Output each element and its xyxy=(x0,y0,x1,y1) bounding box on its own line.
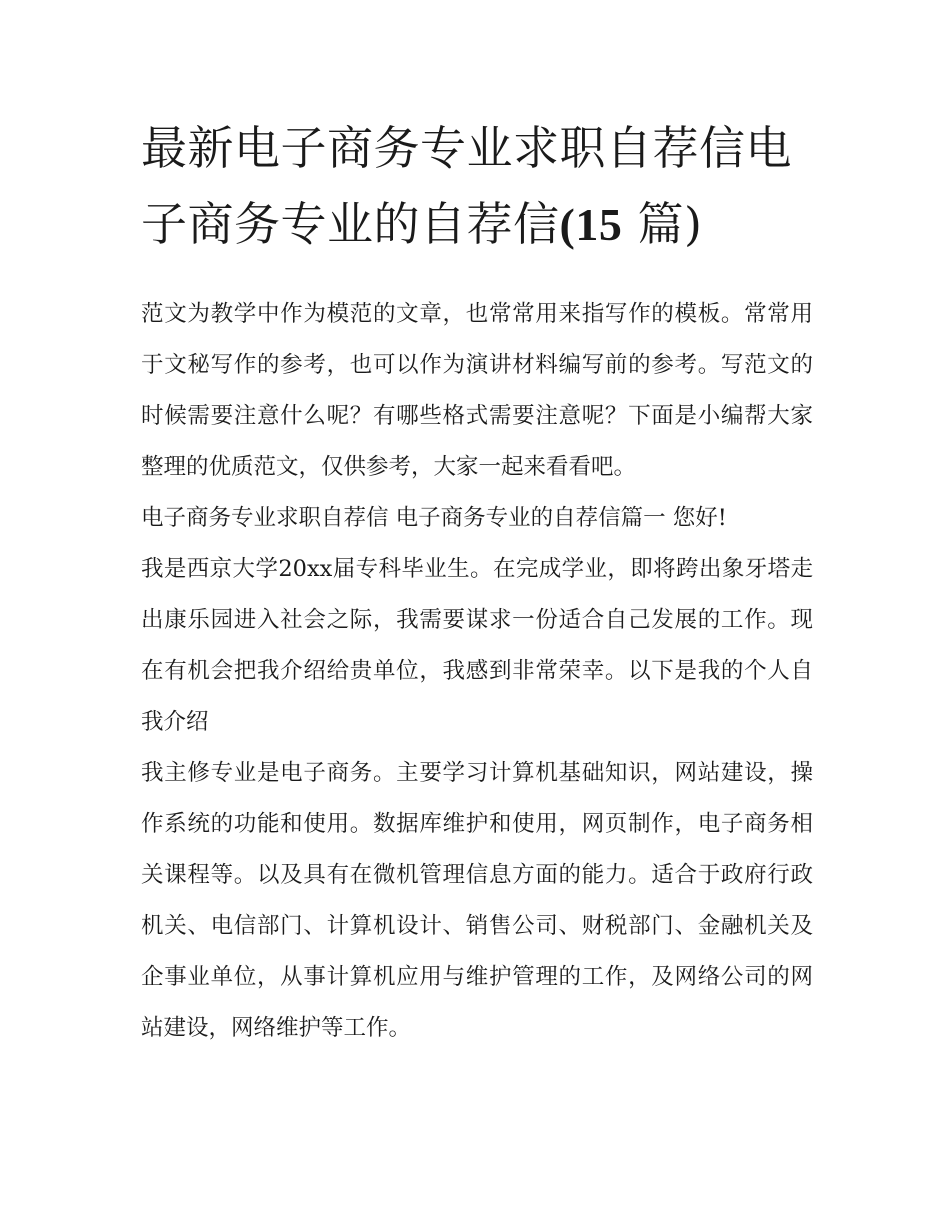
title-count: (15 xyxy=(559,199,623,250)
major-description-paragraph: 我主修专业是电子商务。主要学习计算机基础知识，网站建设，操作系统的功能和使用。数据库维护和使用，网页制作，电子商务相关课程等。以及具有在微机管理信息方面的能力。适合于政府行政机关、电信部门、计算机设计、销售公司、财税部门、金融机关及企事业单位，从事计算机应用与维护管理的工作，及网络公司的网站建设，网络维护等工作。 xyxy=(141,760,813,1041)
document-title xyxy=(141,110,813,263)
intro-paragraph: 范文为教学中作为模范的文章，也常常用来指写作的模板。常常用于文秘写作的参考，也可以作为演讲材料编写前的参考。写范文的时候需要注意什么呢？有哪些格式需要注意呢？下面是小编帮大家整理的优质范文，仅供参考，大家一起来看看吧。 xyxy=(141,301,813,480)
title-suffix: 篇) xyxy=(622,197,703,251)
title-text: 最新电子商务专业求职自荐信电子商务专业的自荐信 xyxy=(141,121,792,251)
letter-heading-paragraph: 电子商务专业求职自荐信 电子商务专业的自荐信篇一 您好! xyxy=(141,505,727,531)
self-introduction-paragraph: 我是西京大学20xx届专科毕业生。在完成学业，即将跨出象牙塔走出康乐园进入社会之际，我需要谋求一份适合自己发展的工作。现在有机会把我介绍给贵单位，我感到非常荣幸。以下是我的个人自我介绍 xyxy=(141,556,813,735)
document-page xyxy=(141,110,813,1054)
